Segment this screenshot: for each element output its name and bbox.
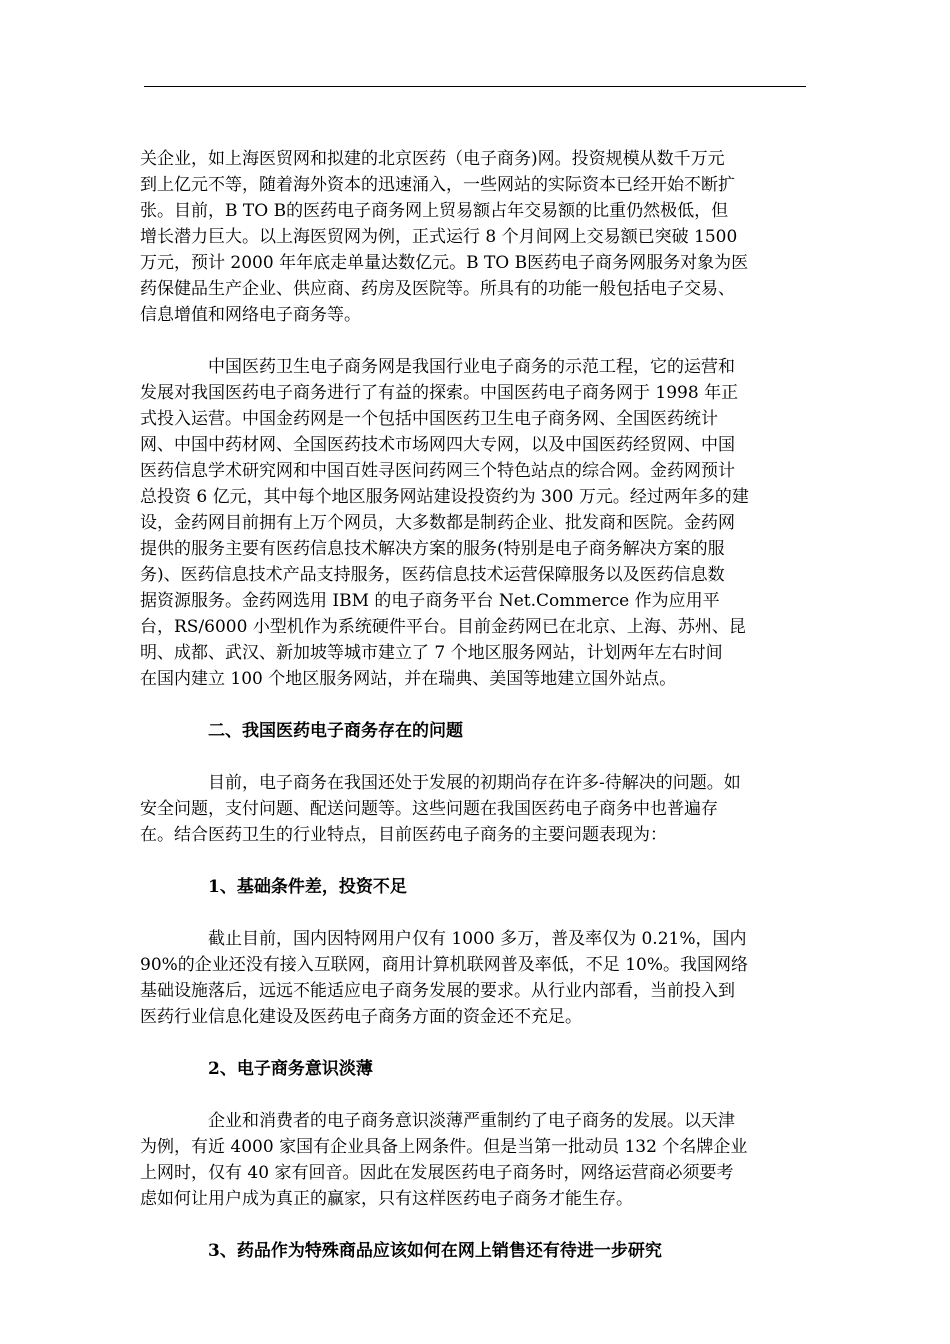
header-rule: [144, 86, 806, 87]
subheading-awareness: 2、电子商务意识淡薄: [208, 1059, 373, 1079]
paragraph-continuation: 关企业，如上海医贸网和拟建的北京医药（电子商务)网。投资规模从数千万元 到上亿元不等，随着海外资本的迅速涌入，一些网站的实际资本已经开始不断扩 张。目前，B TO B的医药电子商务网上贸易额占年交易额的比重仍然极低，但 增长潜力巨大。以上海医贸网为例，正式运行 8 个月间网上交易额已突破 1500 万元，预计 2000 年年底走单量达数亿元。B TO B医药电子商务网服务对象为医 药保健品生产企业、供应商、药房及医院等。所具有的功能一般包括电子交易、 信息增值和网络电子商务等。: [140, 149, 749, 325]
subheading-infrastructure: 1、基础条件差，投资不足: [208, 877, 407, 897]
document-body: [140, 146, 812, 1264]
paragraph-infrastructure: 截止目前，国内因特网用户仅有 1000 多万，普及率仅为 0.21%，国内 90%的企业还没有接入互联网，商用计算机联网普及率低，不足 10%。我国网络 基础设施落后，远远不能适应电子商务发展的要求。从行业内部看，当前投入到 医药行业信息化建设及医药电子商务方面的资金还不充足。: [140, 929, 748, 1027]
section-heading: 二、我国医药电子商务存在的问题: [208, 721, 463, 741]
paragraph-awareness: 企业和消费者的电子商务意识淡薄严重制约了电子商务的发展。以天津 为例，有近 4000 家国有企业具备上网条件。但是当第一批动员 132 个名牌企业 上网时，仅有 40 家有回音。因此在发展医药电子商务时，网络运营商必须要考 虑如何让用户成为真正的赢家，只有这样医药电子商务才能生存。: [140, 1111, 748, 1209]
paragraph-jinyao-network: 中国医药卫生电子商务网是我国行业电子商务的示范工程，它的运营和 发展对我国医药电子商务进行了有益的探索。中国医药电子商务网于 1998 年正 式投入运营。中国金药网是一个包括中国医药卫生电子商务网、全国医药统计 网、中国中药材网、全国医药技术市场网四大专网，以及中国医药经贸网、中国 医药信息学术研究网和中国百姓寻医问药网三个特色站点的综合网。金药网预计 总投资 6 亿元，其中每个地区服务网站建设投资约为 300 万元。经过两年多的建 设，金药网目前拥有上万个网员，大多数都是制药企业、批发商和医院。金药网 提供的服务主要有医药信息技术解决方案的服务(特别是电子商务解决方案的服 务)、医药信息技术产品支持服务，医药信息技术运营保障服务以及医药信息数 据资源服务。金药网选用 IBM 的电子商务平台 Net.Commerce 作为应用平 台，RS/6000 小型机作为系统硬件平台。目前金药网已在北京、上海、苏州、昆 明、成都、武汉、新加坡等城市建立了 7 个地区服务网站，计划两年左右时间 在国内建立 100 个地区服务网站，并在瑞典、美国等地建立国外站点。: [140, 357, 749, 689]
paragraph-problems-intro: 目前，电子商务在我国还处于发展的初期尚存在许多-待解决的问题。如 安全问题，支付问题、配送问题等。这些问题在我国医药电子商务中也普遍存 在。结合医药卫生的行业特点，目前医药电子商务的主要问题表现为：: [140, 773, 741, 845]
subheading-drug-sales: 3、药品作为特殊商品应该如何在网上销售还有待进一步研究: [208, 1241, 662, 1261]
